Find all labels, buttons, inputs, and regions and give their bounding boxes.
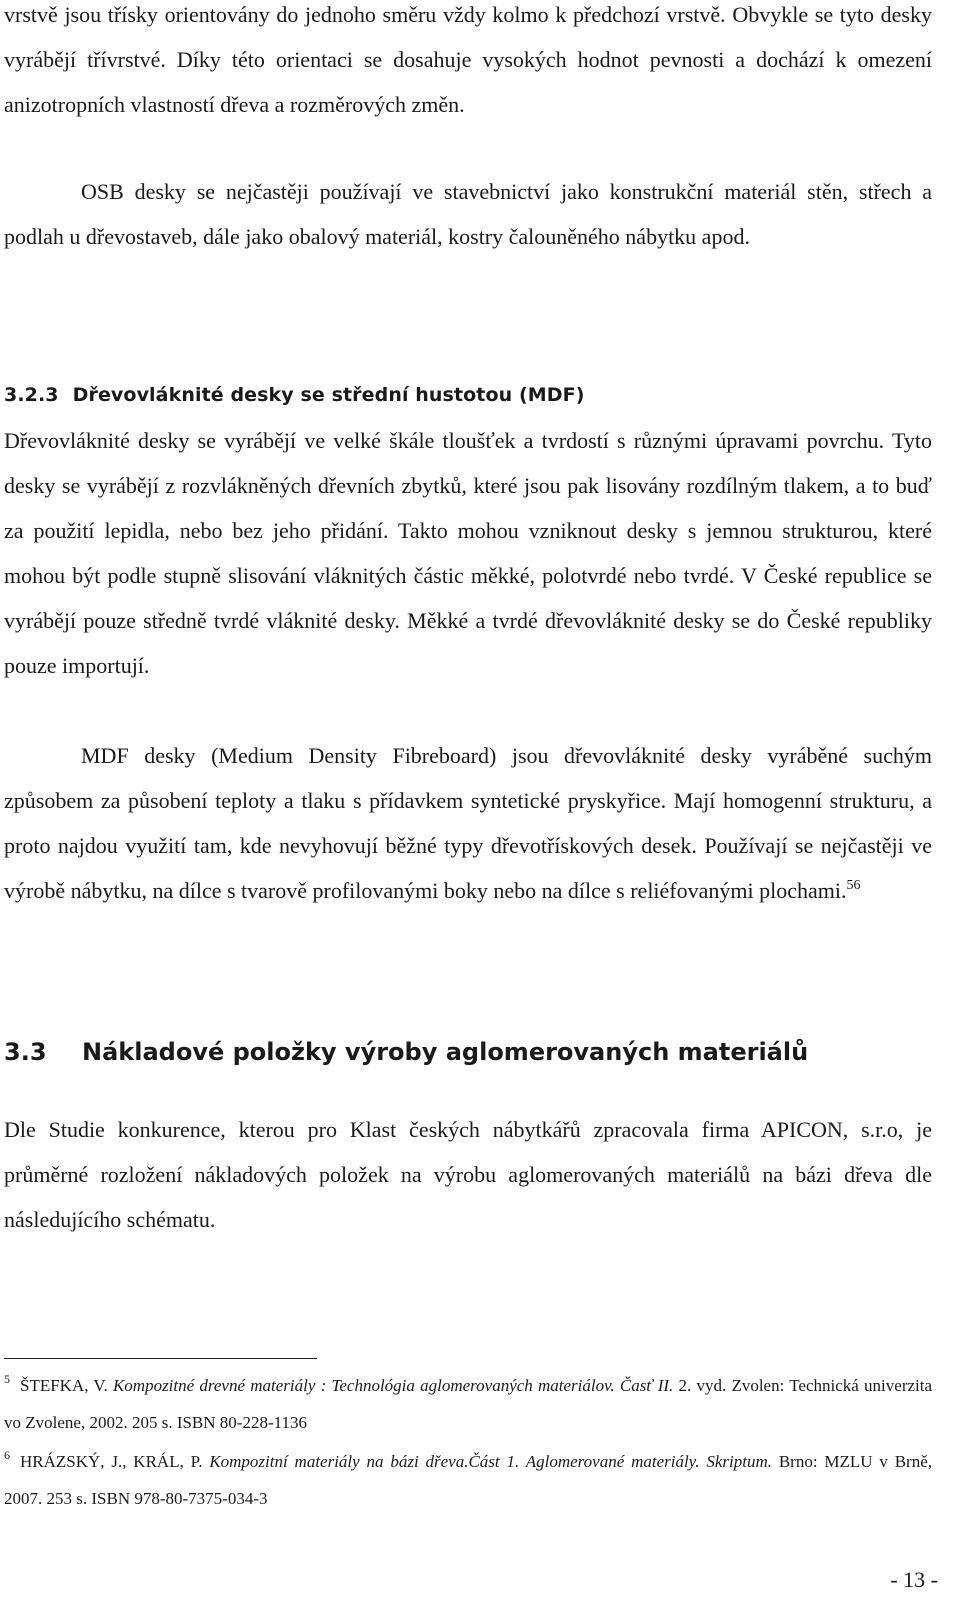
footnote-authors: HRÁZSKÝ, J., KRÁL, P.	[20, 1452, 203, 1471]
section-number: 3.2.3	[4, 384, 59, 406]
paragraph-osb-usage: OSB desky se nejčastěji používají ve stavebnictví jako konstrukční materiál stěn, střech a podlah u dřevostaveb, dále jako obalový materiál, kostry čalouněného nábytku apod.	[4, 179, 932, 249]
paragraph-mdf-text: MDF desky (Medium Density Fibreboard) jsou dřevovláknité desky vyráběné suchým způsobem za působení teploty a tlaku s přídavkem syntetické pryskyřice. Mají homogenní strukturu, a proto najdou využití tam, kde nevyhovují běžné typy dřevotřískových desek. Používají se nejčastěji ve výrobě nábytku, na dílce s tvarově profilovanými boky nebo na dílce s reliéfovanými plochami.	[4, 743, 932, 903]
section-heading-3-2-3	[4, 379, 585, 411]
paragraph-cost-items: Dle Studie konkurence, kterou pro Klast českých nábytkářů zpracovala firma APICON, s.r.o, je průměrné rozložení nákladových položek na výrobu aglomerovaných materiálů na bázi dřeva dle následujícího schématu.	[4, 1117, 932, 1232]
footnote-title: Kompozitné drevné materiály : Technológia aglomerovaných materiálov. Časť II.	[112, 1376, 674, 1395]
footnote-5	[4, 1367, 932, 1441]
section-title: Dřevovláknité desky se střední hustotou (MDF)	[72, 384, 585, 406]
paragraph-osb-orientation: vrstvě jsou třísky orientovány do jednoho směru vždy kolmo k předchozí vrstvě. Obvykle se tyto desky vyrábějí třívrstvé. Díky této orientaci se dosahuje vysokých hodnot pevnosti a dochází k omezení anizotropních vlastností dřeva a rozměrových změn.	[4, 2, 932, 117]
paragraph-mdf	[4, 733, 932, 913]
footnote-publication: 2. vyd. Zvolen: Technická univerzita vo Zvolene, 2002. 205 s. ISBN 80-228-1136	[4, 1376, 933, 1432]
footnote-6	[4, 1443, 932, 1517]
footnote-title: Kompozitní materiály na bázi dřeva.Část 1. Aglomerované materiály. Skriptum.	[209, 1452, 773, 1471]
paragraph-fibreboard: Dřevovláknité desky se vyrábějí ve velké škále tloušťek a tvrdostí s různými úpravami povrchu. Tyto desky se vyrábějí z rozvlákněných dřevních zbytků, které jsou pak lisovány rozdílným tlakem, a to buď za použití lepidla, nebo bez jeho přidání. Takto mohou vzniknout desky s jemnou strukturou, které mohou být podle stupně slisování vláknitých částic měkké, polotvrdé nebo tvrdé. V České republice se vyrábějí pouze středně tvrdé vláknité desky. Měkké a tvrdé dřevovláknité desky se do České republiky pouze importují.	[4, 428, 932, 678]
footnote-authors: ŠTEFKA, V.	[20, 1376, 108, 1395]
section-title: Nákladové položky výroby aglomerovaných materiálů	[82, 1038, 809, 1066]
section-heading-3-3	[4, 1031, 808, 1073]
section-number: 3.3	[4, 1038, 47, 1066]
footnote-reference: 56	[846, 878, 861, 893]
page-number: - 13 -	[890, 1567, 938, 1592]
footnote-publication: Brno: MZLU v Brně, 2007. 253 s. ISBN 978-80-7375-034-3	[4, 1452, 933, 1508]
footnote-mark: 6	[4, 1448, 10, 1462]
footnote-separator	[4, 1358, 317, 1359]
footnote-mark: 5	[4, 1372, 10, 1386]
